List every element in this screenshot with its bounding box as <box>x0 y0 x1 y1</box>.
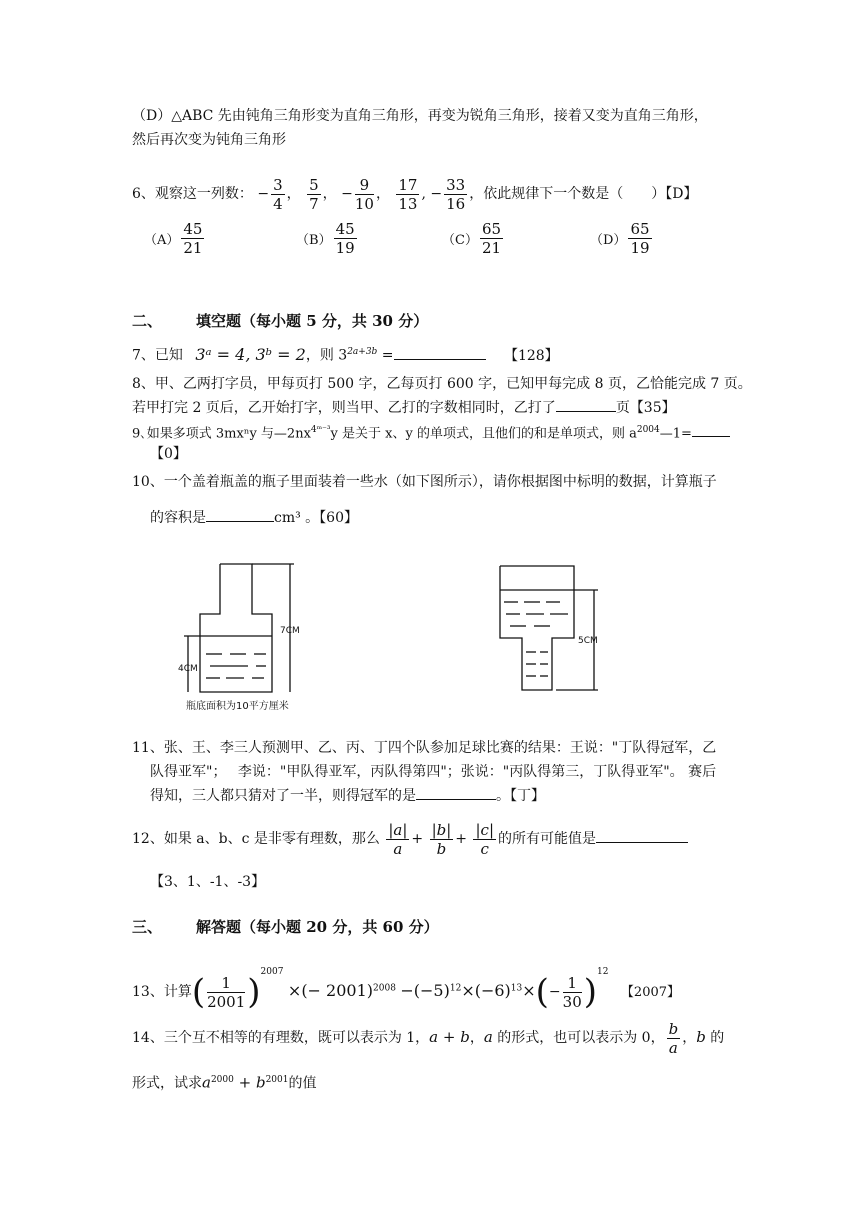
q6-option-a: （A） $\frac{45}{21}$ <box>144 220 203 257</box>
q6-seq-1: $\frac{3}{4}$ <box>273 175 283 213</box>
section-2-heading <box>132 310 428 331</box>
q10-line1: 10、一个盖着瓶盖的瓶子里面装着一些水（如下图所示），请你根据图中标明的数据，计算瓶子 <box>132 474 717 490</box>
q10-answer-blank[interactable] <box>206 521 274 522</box>
q7-prefix: 7、已知 <box>132 347 183 364</box>
q6-suffix: ，依此规律下一个数是（ ）【D】 <box>469 186 698 202</box>
q6-option-b: （B） $\frac{45}{19}$ <box>296 220 355 257</box>
q6-option-d: （D） $\frac{65}{19}$ <box>590 220 650 257</box>
question-7 <box>132 342 559 366</box>
q5-option-d-line1: （D）△ABC 先由钝角三角形变为直角三角形，再变为锐角三角形，接着又变为直角三角形， <box>132 108 708 124</box>
fig1-label-7cm: 7CM <box>280 626 300 636</box>
q11-line1: 11、张、王、李三人预测甲、乙、丙、丁四个队参加足球比赛的结果：王说："丁队得冠军，乙 <box>132 740 717 756</box>
q12-frac-b: $\frac{|b|}{b}$ <box>431 820 452 858</box>
q12-answer: 【3、1、-1、-3】 <box>150 874 266 890</box>
q12-frac-a: $\frac{|a|}{a}$ <box>388 820 408 858</box>
q11-line3: 得知，三人都只猜对了一半，则得冠军的是 。【丁】 <box>150 788 545 804</box>
section-2-number: 二、 <box>132 312 163 330</box>
q9-line1: 9､如果多项式 3mxⁿy 与$—2nx^{4ᵐ^{-3}}y$ 是关于 x、y 的单项式，且他们的和是单项式，则 $a^{2004}—1=$ <box>132 420 730 444</box>
q12-frac-c: $\frac{|c|}{c}$ <box>475 820 494 858</box>
q6-seq-5: $\frac{33}{16}$ <box>446 175 466 213</box>
q6-seq-3: $\frac{9}{10}$ <box>354 175 374 213</box>
bottle-figure-inverted <box>490 560 610 696</box>
q8-line2: 若甲打完 2 页后，乙开始打字，则当甲、乙打的字数相同时，乙打了 页【35】 <box>132 400 676 416</box>
q6-seq-1-sign: − <box>257 186 270 202</box>
q6-prefix: 6、观察这一列数： <box>132 186 253 202</box>
q6-seq-4: $\frac{17}{13}$ <box>398 175 418 213</box>
q9-answer-blank[interactable] <box>692 436 730 437</box>
question-12: 12、如果 a、b、c 是非零有理数，那么 $\frac{|a|}{a}$ + $\frac{|b|}{b}$ + $\frac{|c|}{c}$ 的所有可能值是 <box>132 816 688 862</box>
section-3-number: 三、 <box>132 918 163 936</box>
q5-option-d-line2: 然后再次变为钝角三角形 <box>132 132 286 148</box>
question-6: 6、观察这一列数： − $\frac{3}{4}$ ， $\frac{5}{7}$ ， − $\frac{9}{10}$ ， $\frac{17}{13}$ , − $\frac{33}{16}$ ，依此规律下一个数是（ ）【D】 <box>132 175 698 213</box>
q11-answer-blank[interactable] <box>416 799 496 800</box>
fig1-caption: 瓶底面积为10平方厘米 <box>186 701 289 712</box>
section-2-title: 填空题（每小题 5 分，共 30 分） <box>196 312 429 330</box>
q7-formula: 3ᵃ = 4, 3ᵇ = 2 <box>195 344 306 364</box>
fig2-label-5cm: 5CM <box>578 636 598 646</box>
question-13: 13、计算( $\frac{1}{2001}$ )$^{2007}$ ×(− $2001)^{2008} -(-5)^{12}\times(-6)^{13}\times(-$ $\frac{1}{30}$ )$^{12}$ 【2007】 <box>132 967 681 1012</box>
q6-seq-5-sign: − <box>430 186 443 202</box>
q6-option-c: （C） $\frac{65}{21}$ <box>442 220 502 257</box>
q8-answer-blank[interactable] <box>556 411 616 412</box>
q9-answer: 【0】 <box>150 446 187 462</box>
q12-answer-blank[interactable] <box>596 842 688 843</box>
q11-line2: 队得亚军"； 李说："甲队得亚军，丙队得第四"；张说："丙队得第三，丁队得亚军"。 赛后 <box>150 764 717 780</box>
q7-answer-blank[interactable] <box>394 359 486 360</box>
q7-mid: ，则 3 <box>305 347 348 364</box>
bottle-figure-upright <box>170 556 320 716</box>
q7-eq: = <box>377 347 394 364</box>
q6-seq-2: $\frac{5}{7}$ <box>309 175 319 213</box>
fig1-label-4cm: 4CM <box>178 664 198 674</box>
q7-answer: 【128】 <box>503 347 559 364</box>
section-3-title: 解答题（每小题 20 分，共 60 分） <box>196 918 439 936</box>
q6-seq-3-sign: − <box>341 186 353 202</box>
q7-exponent: 2a+3b <box>347 347 378 357</box>
q14-line2: 形式，试求$a^{2000} + b^{2001}$的值 <box>132 1073 317 1092</box>
q8-line1: 8、甲、乙两打字员，甲每页打 500 字，乙每页打 600 字，已知甲每完成 8 页，乙恰能完成 7 页。 <box>132 376 752 392</box>
q10-line2: 的容积是 cm³ 。【60】 <box>150 510 358 526</box>
section-3-heading <box>132 916 439 937</box>
q14-line1: 14、三个互不相等的有理数，既可以表示为 1，a + b，a 的形式，也可以表示为 0， $\frac{b}{a}$ ，b 的 <box>132 1019 725 1057</box>
q13-answer: 【2007】 <box>620 985 681 1000</box>
